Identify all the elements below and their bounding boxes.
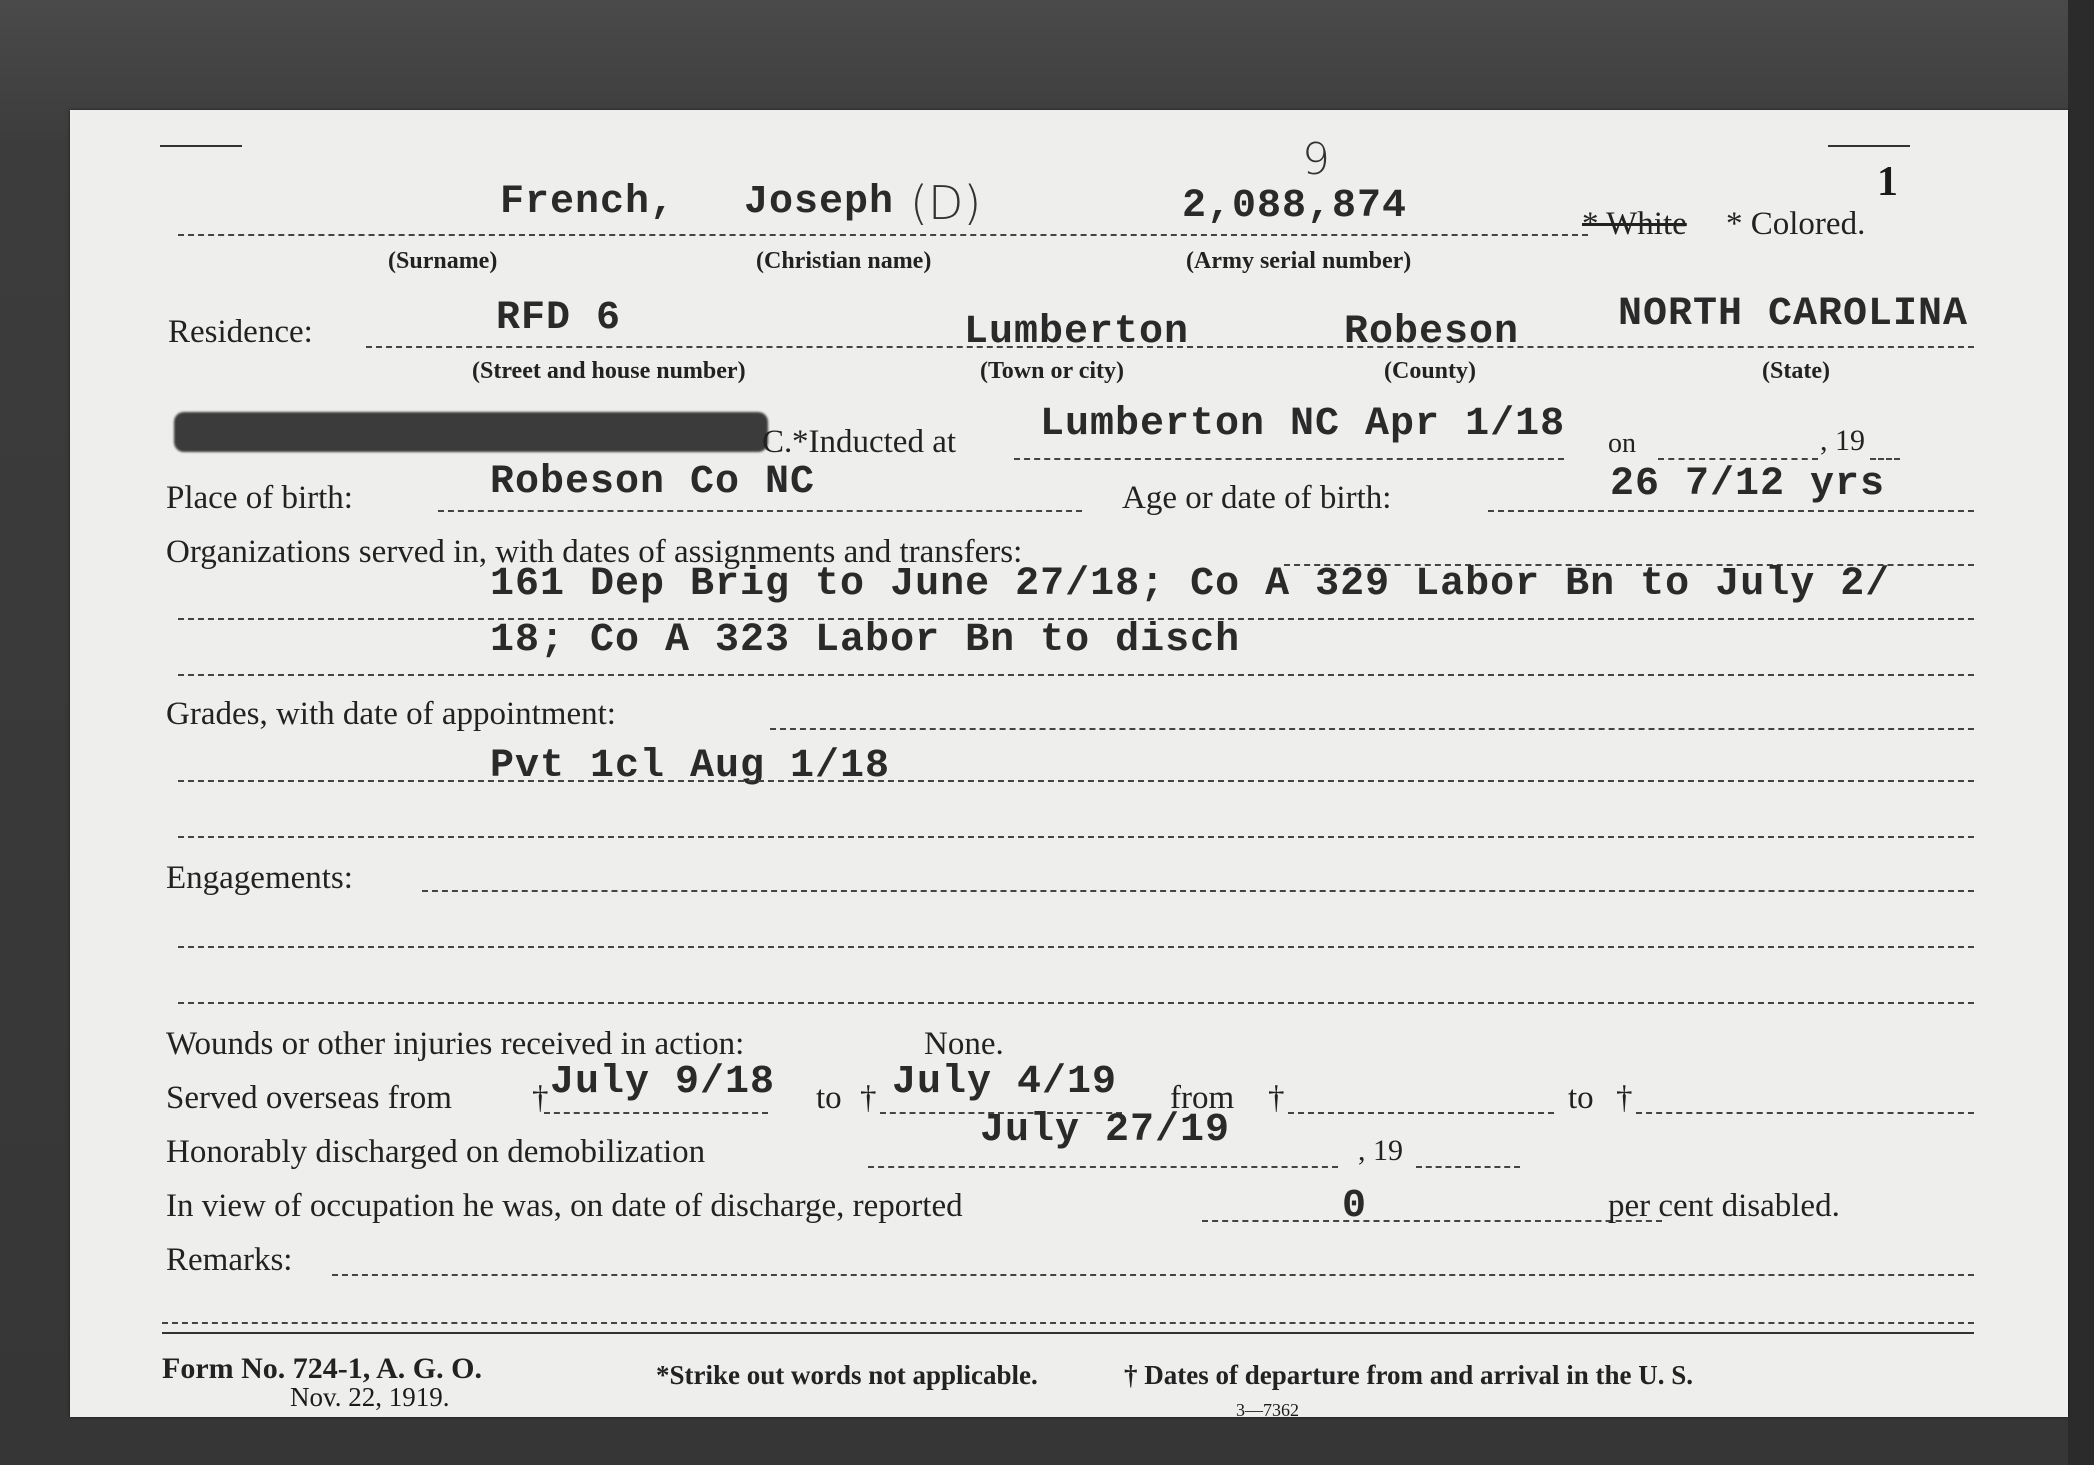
- wounds-value: None.: [924, 1026, 1004, 1062]
- grades-value: Pvt 1cl Aug 1/18: [490, 744, 891, 789]
- top-left-rule: [160, 145, 242, 147]
- place-of-birth-value: Robeson Co NC: [490, 460, 816, 505]
- form-number: Form No. 724-1, A. G. O.: [162, 1352, 482, 1385]
- engagements-line-0: [422, 890, 1974, 892]
- place-of-birth-line: [438, 510, 1082, 512]
- disability-line: [1202, 1220, 1662, 1222]
- grades-line-0: [770, 728, 1974, 730]
- year-label: , 19: [1820, 424, 1865, 457]
- surname-value: French,: [500, 180, 676, 225]
- discharge-label: Honorably discharged on demobilization: [166, 1134, 706, 1170]
- serial-number-value: 2,088,874: [1182, 184, 1408, 229]
- street-value: RFD 6: [496, 296, 622, 341]
- inducted-value: Lumberton NC Apr 1/18: [1040, 402, 1566, 447]
- christian-name-value: Joseph: [744, 180, 895, 225]
- organizations-label: Organizations served in, with dates of assignments and transfers:: [166, 534, 1023, 570]
- engagements-rule-1: [178, 946, 1974, 948]
- overseas-label: Served overseas from: [166, 1080, 452, 1116]
- overseas-dagger-3: †: [1268, 1080, 1285, 1116]
- overseas-dagger-2: †: [860, 1080, 877, 1116]
- county-value: Robeson: [1344, 310, 1520, 355]
- overseas-dagger-1: †: [532, 1080, 549, 1116]
- town-value: Lumberton: [964, 310, 1190, 355]
- organizations-line-2: 18; Co A 323 Labor Bn to disch: [490, 618, 1241, 663]
- christian-name-annotation: (D): [910, 176, 982, 230]
- overseas-from2-line: [1288, 1112, 1554, 1114]
- state-value: NORTH CAROLINA: [1618, 292, 1969, 337]
- top-right-rule: [1828, 145, 1910, 147]
- on-line: [1658, 458, 1818, 460]
- service-record-card: [70, 110, 2068, 1420]
- remarks-rule-1: [162, 1322, 1974, 1324]
- disability-value: 0: [1342, 1184, 1368, 1229]
- race-white-label: * White: [1582, 206, 1687, 242]
- wounds-label: Wounds or other injuries received in action:: [166, 1026, 745, 1062]
- form-date: Nov. 22, 1919.: [290, 1382, 450, 1412]
- race-colored-label: * Colored.: [1726, 206, 1866, 242]
- inducted-label: *Inducted at: [792, 424, 957, 460]
- residence-line: [366, 346, 1974, 348]
- county-caption: (County): [1384, 358, 1477, 384]
- overseas-dagger-4: †: [1616, 1080, 1633, 1116]
- overseas-from2-label: from: [1170, 1080, 1235, 1116]
- overseas-to-value: July 4/19: [892, 1060, 1118, 1105]
- street-caption: (Street and house number): [472, 358, 746, 384]
- engagements-label: Engagements:: [166, 860, 353, 896]
- state-caption: (State): [1762, 358, 1830, 384]
- inducted-line: [1014, 458, 1564, 460]
- surname-caption: (Surname): [388, 248, 498, 274]
- discharge-value: July 27/19: [980, 1108, 1231, 1153]
- name-line: [178, 234, 1588, 236]
- year-line: [1870, 458, 1900, 460]
- organizations-line-1: 161 Dep Brig to June 27/18; Co A 329 Labor Bn to July 2/: [490, 562, 1891, 607]
- redacted-enlisted-options: [174, 412, 768, 452]
- christian-caption: (Christian name): [756, 248, 932, 274]
- dagger-note: † Dates of departure from and arrival in the U. S.: [1124, 1360, 1693, 1390]
- overseas-to2-label: to: [1568, 1080, 1594, 1116]
- on-label: on: [1608, 428, 1636, 459]
- footer-rule: [162, 1332, 1974, 1334]
- age-line: [1488, 510, 1974, 512]
- overseas-to2-line: [1636, 1112, 1974, 1114]
- serial-caption: (Army serial number): [1186, 248, 1412, 274]
- organizations-rule-2: [178, 674, 1974, 676]
- discharge-year-label: , 19: [1358, 1134, 1403, 1167]
- grades-label: Grades, with date of appointment:: [166, 696, 616, 732]
- discharge-line: [868, 1166, 1338, 1168]
- scanner-edge: [2068, 0, 2094, 1465]
- age-value: 26 7/12 yrs: [1610, 462, 1886, 507]
- grades-rule-1: [178, 780, 1974, 782]
- strike-note: *Strike out words not applicable.: [656, 1360, 1038, 1390]
- engagements-rule-2: [178, 1002, 1974, 1004]
- enlisted-tail: C.: [762, 424, 793, 460]
- residence-label: Residence:: [168, 314, 313, 350]
- overseas-to-label: to: [816, 1080, 842, 1116]
- serial-correction: 9: [1302, 134, 1330, 185]
- remarks-line-0: [332, 1274, 1974, 1276]
- town-caption: (Town or city): [980, 358, 1124, 384]
- disability-suffix: per cent disabled.: [1608, 1188, 1840, 1224]
- remarks-label: Remarks:: [166, 1242, 293, 1278]
- print-code: 3—7362: [1236, 1400, 1299, 1420]
- overseas-from-line: [544, 1112, 768, 1114]
- discharge-year-line: [1416, 1166, 1520, 1168]
- disability-label: In view of occupation he was, on date of discharge, reported: [166, 1188, 963, 1224]
- grades-rule-2: [178, 836, 1974, 838]
- place-of-birth-label: Place of birth:: [166, 480, 353, 516]
- overseas-from-value: July 9/18: [550, 1060, 776, 1105]
- page-number: 1: [1877, 159, 1898, 205]
- age-label: Age or date of birth:: [1122, 480, 1392, 516]
